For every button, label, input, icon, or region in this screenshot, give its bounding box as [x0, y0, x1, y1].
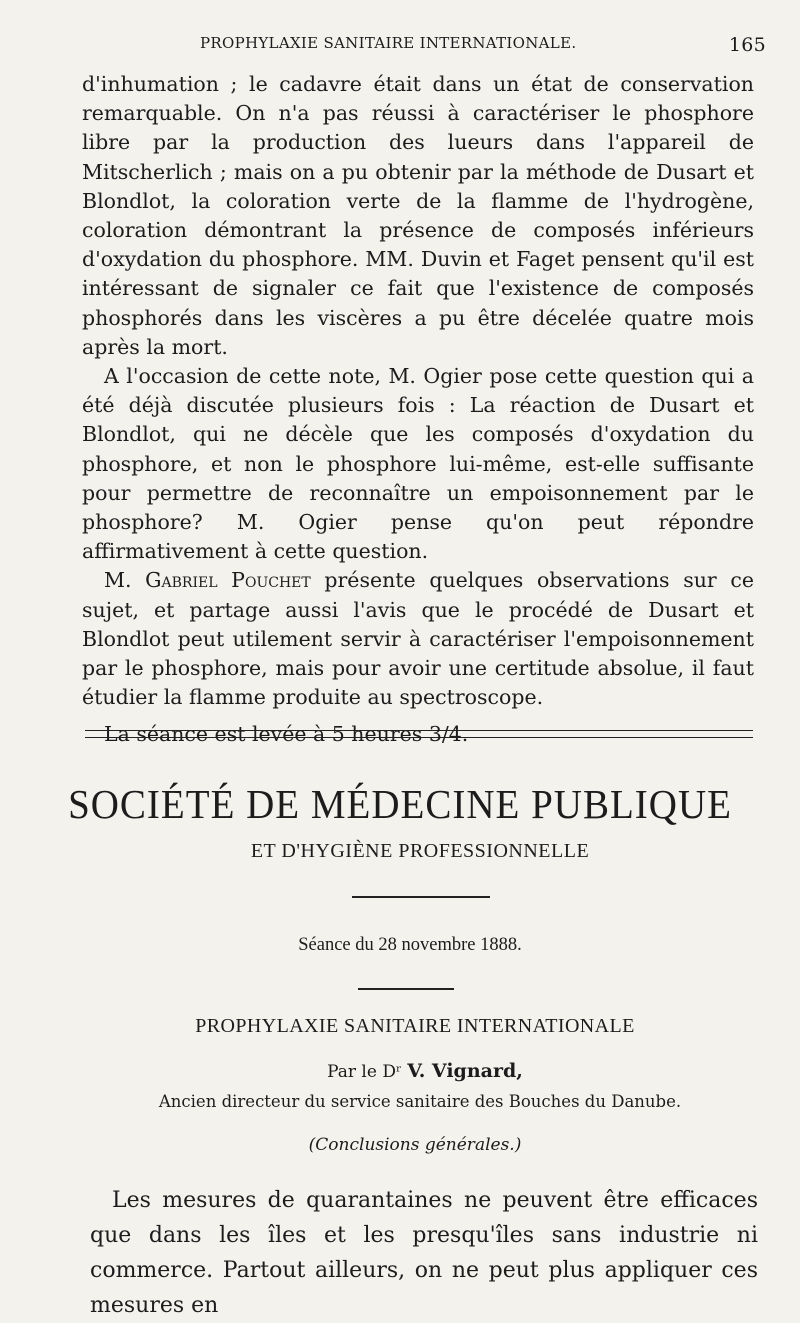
section-double-rule [85, 730, 753, 738]
short-divider [358, 988, 454, 990]
article-title: PROPHYLAXIE SANITAIRE INTERNATIONALE [195, 1015, 635, 1037]
speaker-name: M. Gabriel Pouchet [104, 568, 311, 593]
short-divider [352, 896, 490, 898]
session-date: Séance du 28 novembre 1888. [298, 935, 522, 955]
author-affiliation: Ancien directeur du service sanitaire des Bouches du Danube. [158, 1092, 682, 1111]
paragraph: d'inhumation ; le cadavre était dans un état de conservation remarquable. On n'a pas réussi à caractériser le phosphore libre par la production des lueurs dans l'appareil de Mitscherlich ; mais on a pu obtenir par la méthode de Dusart et Blondlot, la coloration verte de la flamme de l'hydrogène, coloration démontrant la présence de composés inférieurs d'oxydation du phosphore. MM. Duvin et Faget pensent qu'il est intéressant de signaler ce fait que l'existence de composés phosphorés dans les viscères a pu être décelée quatre mois après la mort. [82, 72, 754, 359]
author-prefix: Par le Dʳ [327, 1062, 402, 1082]
paragraph [82, 566, 754, 712]
paragraph: Les mesures de quarantaines ne peuvent être efficaces que dans les îles et les presqu'îles sans industrie ni commerce. Partout ailleurs, on ne peut plus appliquer ces mesures en [90, 1188, 758, 1318]
article-note: (Conclusions générales.) [308, 1135, 522, 1155]
page-number: 165 [728, 34, 766, 56]
society-subtitle: ET D'HYGIÈNE PROFESSIONNELLE [250, 840, 590, 862]
author-line [0, 1060, 800, 1082]
body-text [82, 70, 754, 750]
paragraph: A l'occasion de cette note, M. Ogier pose cette question qui a été déjà discutée plusieurs fois : La réaction de Dusart et Blondlot, qui ne décèle que les composés d'oxydation du phosphore, et non le phosphore lui-même, est-elle suffisante pour permettre de reconnaître un empoisonnement par le phosphore? M. Ogier pense qu'on peut répondre affirmativement à cette question. [82, 364, 754, 564]
running-head-title: PROPHYLAXIE SANITAIRE INTERNATIONALE. [200, 34, 577, 52]
author-name: V. Vignard, [407, 1060, 523, 1082]
closing-line: La séance est levée à 5 heures 3/4. [104, 722, 469, 747]
paragraph-text: présente quelques observations sur ce sujet, et partage aussi l'avis que le procédé de Dusart et Blondlot peut utilement servir à caractériser l'empoisonnement par le phosphore, mais pour avoir une certitude absolue, il faut étudier la flamme produite au spectroscope. [82, 568, 754, 710]
article-body [90, 1183, 758, 1323]
society-title: SOCIÉTÉ DE MÉDECINE PUBLIQUE [68, 781, 732, 828]
